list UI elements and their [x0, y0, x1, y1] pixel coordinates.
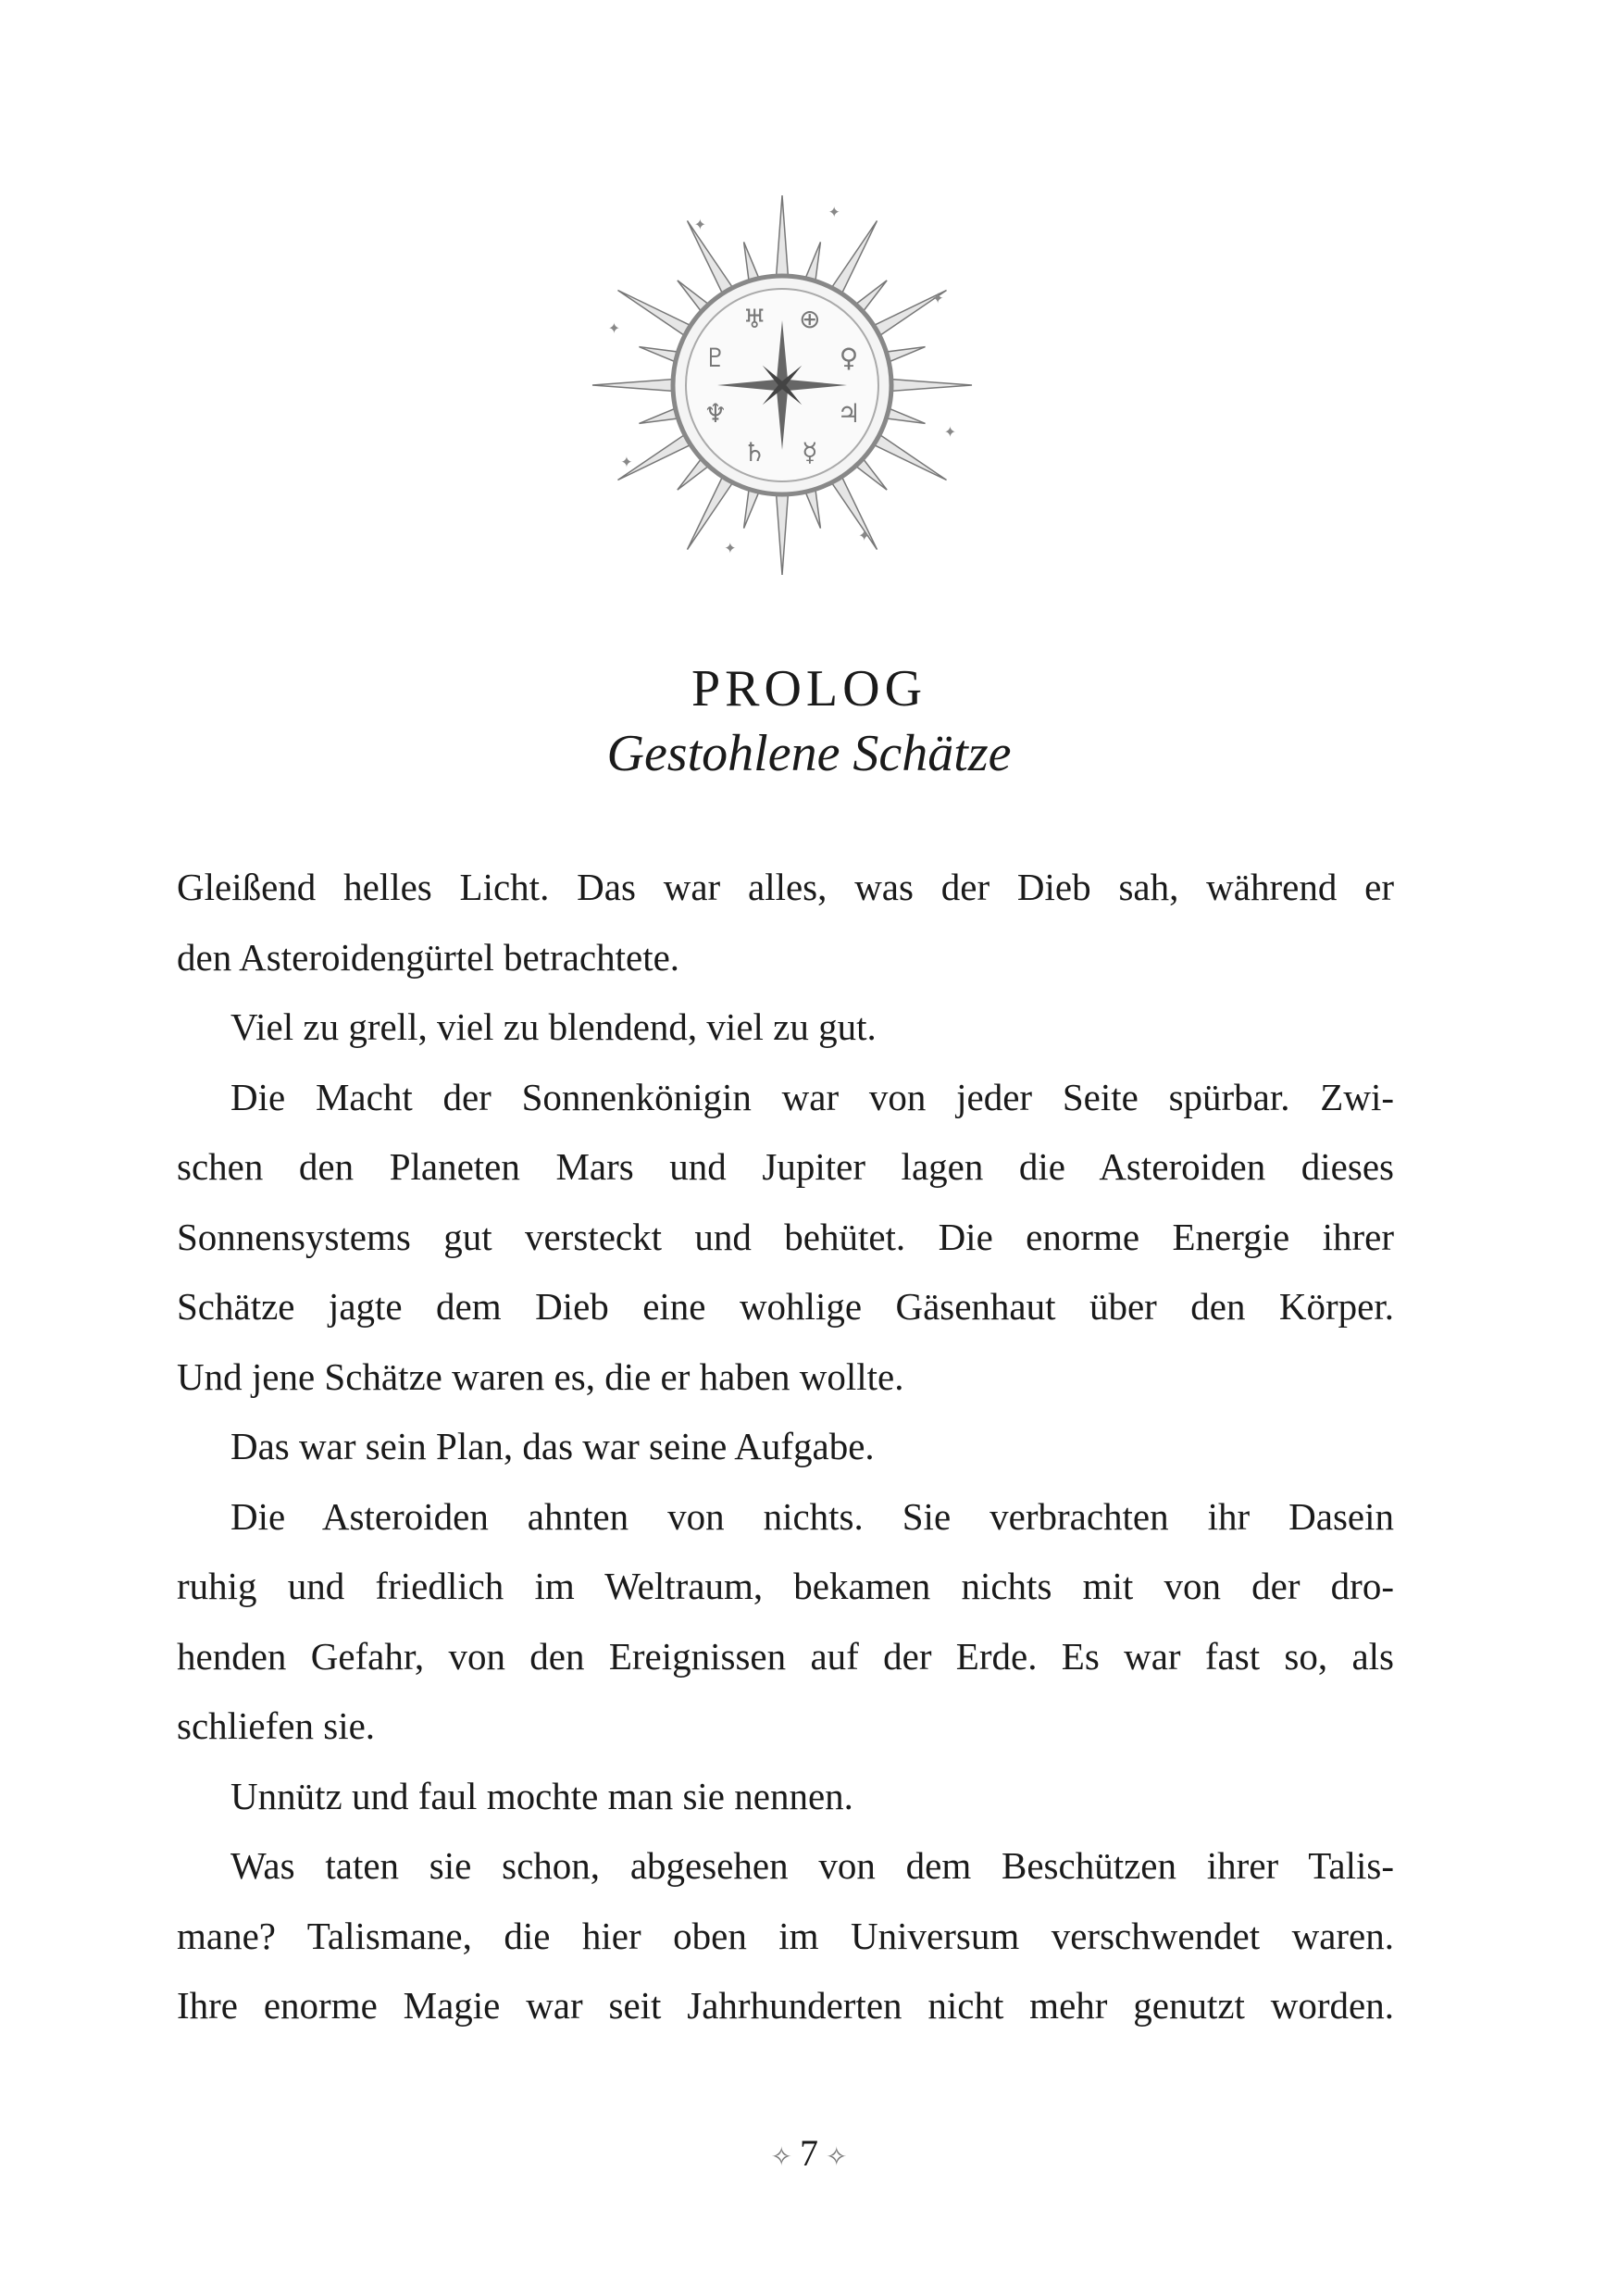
text-line: Was taten sie schon, abgesehen von dem Beschützen ihrer Talis- — [230, 1844, 1394, 1887]
text-line: Sonnensystems gut versteckt und behütet. Die enorme Energie ihrer — [177, 1215, 1394, 1258]
planet-symbol-icon: ♅ — [742, 303, 766, 334]
planet-symbol-icon: ⊕ — [799, 303, 821, 334]
text-line: Die Asteroiden ahnten von nichts. Sie verbrachten ihr Dasein — [230, 1494, 1394, 1538]
text-line: Das war sein Plan, das war seine Aufgabe. — [230, 1425, 875, 1467]
planet-symbol-icon: ♆ — [703, 397, 728, 429]
sparkle-icon: ✦ — [607, 320, 621, 337]
text-line: schen den Planeten Mars und Jupiter lagen die Asteroiden dieses — [177, 1145, 1394, 1188]
ornament-left-icon: ✧ — [770, 2142, 792, 2172]
sparkle-icon: ✦ — [943, 425, 957, 442]
text-line: den Asteroidengürtel betrachtete. — [177, 935, 680, 979]
body-text — [177, 853, 1394, 2041]
sparkle-icon: ✦ — [857, 529, 871, 545]
chapter-title: Gestohlene Schätze — [606, 725, 1012, 782]
page-number — [0, 2131, 1618, 2175]
page-number-value: 7 — [800, 2132, 818, 2174]
sparkle-icon: ✦ — [724, 541, 737, 557]
sparkle-icon: ✦ — [620, 455, 633, 471]
planet-symbol-icon: ♄ — [742, 437, 766, 468]
sparkle-icon: ✦ — [693, 217, 707, 233]
planet-symbol-icon: ♀ — [839, 343, 859, 374]
chapter-label: PROLOG — [691, 660, 927, 718]
text-line: Schätze jagte dem Dieb eine wohlige Gäsenhaut über den Körper. — [177, 1285, 1394, 1328]
text-line: Gleißend helles Licht. Das war alles, was der Dieb sah, während er — [177, 866, 1394, 908]
sparkle-icon: ✦ — [931, 291, 944, 307]
text-line: Ihre enorme Magie war seit Jahrhunderten nicht mehr genutzt worden. — [177, 1984, 1394, 2027]
sparkle-icon: ✦ — [828, 205, 840, 221]
text-line: henden Gefahr, von den Ereignissen auf der Erde. Es war fast so, als — [177, 1634, 1394, 1678]
text-line: ruhig und friedlich im Weltraum, bekamen nichts mit von der dro- — [177, 1565, 1394, 1607]
text-line: schliefen sie. — [177, 1704, 376, 1747]
text-line: Und jene Schätze waren es, die er haben wollte. — [177, 1354, 904, 1398]
text-line: Unnütz und faul mochte man sie nennen. — [230, 1774, 853, 1817]
planet-symbol-icon: ♇ — [703, 343, 728, 374]
text-line: Die Macht der Sonnenkönigin war von jeder Seite spürbar. Zwi- — [230, 1075, 1394, 1118]
ornament-right-icon: ✧ — [826, 2142, 848, 2172]
sun-astrology-emblem-icon — [569, 172, 995, 598]
text-line: mane? Talismane, die hier oben im Universum verschwendet waren. — [177, 1914, 1394, 1957]
planet-symbol-icon: ☿ — [802, 437, 818, 468]
planet-symbol-icon: ♃ — [837, 397, 861, 429]
text-line: Viel zu grell, viel zu blendend, viel zu gut. — [230, 1005, 877, 1048]
